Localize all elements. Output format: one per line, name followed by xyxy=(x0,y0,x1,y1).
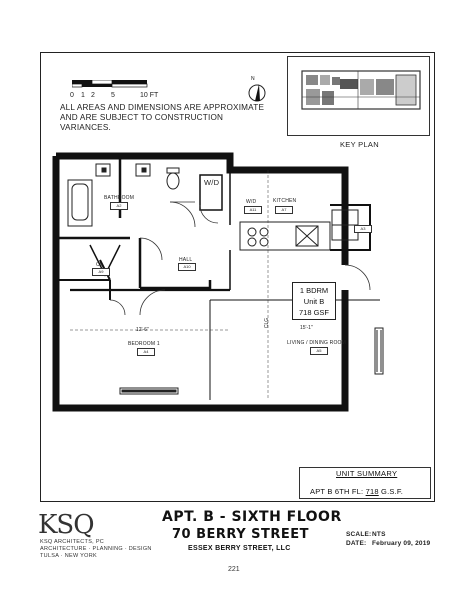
living-dimension: 15'-1" xyxy=(300,325,313,331)
scale-meta-label: SCALE: xyxy=(346,531,372,538)
unit-summary-suffix: G.S.F. xyxy=(381,487,404,496)
floor-plan xyxy=(50,150,410,420)
closet-tag: A9 xyxy=(92,268,110,276)
key-plan-label: KEY PLAN xyxy=(340,140,379,149)
scale-tick-10: 10 FT xyxy=(140,92,159,99)
bathroom-label: BATHROOM xyxy=(104,195,135,201)
firm-logo: KSQ xyxy=(38,510,94,540)
hall-tag: A10 xyxy=(178,263,196,271)
unit-summary-title: UNIT SUMMARY xyxy=(336,469,398,478)
firm-info xyxy=(40,539,152,560)
wd-label: W/D xyxy=(246,199,257,205)
unit-type: 1 BDRM xyxy=(299,286,329,295)
entry-tag: A3 xyxy=(354,225,372,233)
living-label: LIVING / DINING ROOM xyxy=(287,340,347,346)
bathroom-tag: A2 xyxy=(110,202,128,210)
unit-name: Unit B xyxy=(303,297,325,306)
north-label: N xyxy=(251,76,255,82)
kitchen-label: KITCHEN xyxy=(273,198,297,204)
unit-area: 718 GSF xyxy=(298,308,329,317)
date-meta-value: February 09, 2019 xyxy=(372,540,431,547)
living-tag: A5 xyxy=(310,347,328,355)
ceiling-label: CLG xyxy=(264,317,271,329)
north-arrow-icon xyxy=(244,78,270,106)
disclaimer-note: ALL AREAS AND DIMENSIONS ARE APPROXIMATE AND ARE SUBJECT TO CONSTRUCTION VARIANCES. xyxy=(60,103,265,132)
unit-summary-prefix: APT B 6TH FL: xyxy=(310,487,364,496)
scale-tick-5: 5 xyxy=(111,92,115,99)
kitchen-tag: A7 xyxy=(275,206,293,214)
scale-tick-0: 0 xyxy=(70,92,74,99)
firm-services: ARCHITECTURE · PLANNING · DESIGN xyxy=(40,546,152,552)
drawing-title: APT. B - SIXTH FLOOR xyxy=(162,509,342,525)
firm-name: KSQ ARCHITECTS, PC xyxy=(40,539,105,545)
firm-locations: TULSA · NEW YORK xyxy=(40,553,97,559)
drawing-owner: ESSEX BERRY STREET, LLC xyxy=(188,545,291,552)
wd-closet-label: W/D xyxy=(204,178,220,187)
wd-tag: A11 xyxy=(244,206,262,214)
unit-summary-row xyxy=(310,487,403,496)
scale-meta-value: NTS xyxy=(372,531,386,538)
bedroom-dimension: 12'-6" xyxy=(136,327,149,333)
key-plan xyxy=(287,56,430,136)
date-meta-label: DATE: xyxy=(346,540,367,547)
scale-tick-2: 2 xyxy=(91,92,95,99)
unit-info-box xyxy=(292,282,336,320)
hall-label: HALL xyxy=(179,257,193,263)
unit-summary-value: 718 xyxy=(365,487,379,496)
scale-tick-1: 1 xyxy=(81,92,85,99)
closet-label: CL xyxy=(96,262,103,268)
page-number: 221 xyxy=(228,566,240,573)
key-plan-drawing xyxy=(288,57,429,135)
drawing-address: 70 BERRY STREET xyxy=(172,527,310,542)
bedroom-label: BEDROOM 1 xyxy=(128,341,160,347)
bedroom-tag: A4 xyxy=(137,348,155,356)
